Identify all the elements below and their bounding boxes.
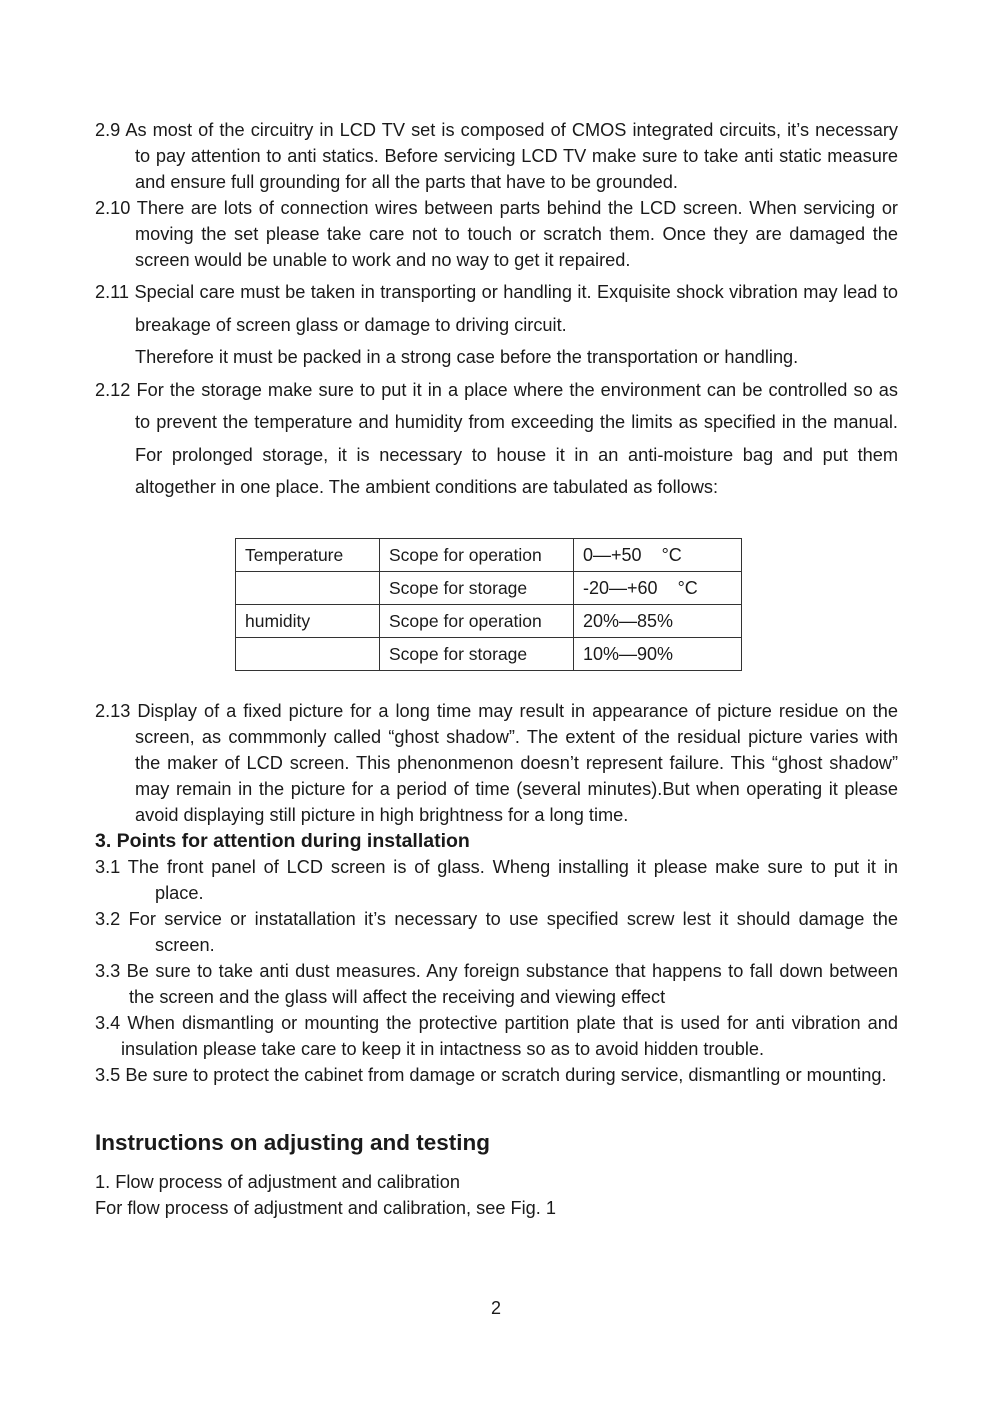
range-value: -20—+60	[583, 577, 658, 598]
table-cell-scope: Scope for operation	[380, 538, 574, 571]
table-cell-parameter	[236, 637, 380, 670]
table-row	[236, 538, 742, 571]
paragraph-3-5: 3.5 Be sure to protect the cabinet from damage or scratch during service, dismantling or mounting.	[95, 1064, 887, 1085]
section-3-heading: 3. Points for attention during installation	[95, 829, 470, 852]
table-cell-parameter	[236, 571, 380, 604]
paragraph-3-2: 3.2 For service or instatallation it’s necessary to use specified screw lest it should damage the screen.	[95, 908, 898, 955]
instructions-line-1: 1. Flow process of adjustment and calibration	[95, 1171, 460, 1192]
page-number: 2	[490, 1298, 501, 1318]
instructions-line-2: For flow process of adjustment and calibration, see Fig. 1	[95, 1197, 556, 1218]
paragraph-3-1: 3.1 The front panel of LCD screen is of glass. Wheng installing it please make sure to put it in place.	[95, 856, 898, 903]
paragraph-2-11-continuation: Therefore it must be packed in a strong case before the transportation or handling.	[135, 347, 799, 367]
paragraph-2-13: 2.13 Display of a fixed picture for a long time may result in appearance of picture residue on the screen, as commmonly called “ghost shadow”. The extent of the residual picture varies with the maker of LCD screen. This phenonmenon doesn’t represent failure. This “ghost shadow” may remain in the picture for a period of time (several minutes).But when operating it please avoid displaying still picture in high brightness for a long time.	[95, 700, 898, 825]
unit-label: °C	[677, 577, 698, 598]
document-page	[95, 117, 898, 1221]
table-row	[236, 604, 742, 637]
paragraph-3-4: 3.4 When dismantling or mounting the protective partition plate that is used for anti vibration and insulation please take care to keep it in intactness so as to avoid hidden trouble.	[95, 1012, 898, 1059]
paragraph-2-11: 2.11 Special care must be taken in transporting or handling it. Exquisite shock vibration may lead to breakage of screen glass or damage to driving circuit.	[95, 282, 898, 335]
table-cell-scope: Scope for storage	[380, 637, 574, 670]
table-cell-range	[574, 637, 742, 670]
table-cell-parameter: Temperature	[236, 538, 380, 571]
table-cell-parameter: humidity	[236, 604, 380, 637]
table-row	[236, 637, 742, 670]
table-cell-range	[574, 538, 742, 571]
paragraph-2-10: 2.10 There are lots of connection wires between parts behind the LCD screen. When servicing or moving the set please take care not to touch or scratch them. Once they are damaged the screen would be unable to work and no way to get it repaired.	[95, 198, 898, 270]
paragraph-3-3: 3.3 Be sure to take anti dust measures. Any foreign substance that happens to fall down between the screen and the glass will affect the receiving and viewing effect	[95, 960, 898, 1007]
table-cell-scope: Scope for operation	[380, 604, 574, 637]
unit-label: °C	[661, 544, 682, 565]
range-value: 20%—85%	[583, 610, 674, 631]
table-cell-range	[574, 604, 742, 637]
table-row	[236, 571, 742, 604]
instructions-heading: Instructions on adjusting and testing	[95, 1129, 491, 1155]
table-cell-range	[574, 571, 742, 604]
range-value: 10%—90%	[583, 643, 674, 664]
ambient-conditions-table	[235, 538, 742, 671]
table-cell-scope: Scope for storage	[380, 571, 574, 604]
paragraph-2-9: 2.9 As most of the circuitry in LCD TV set is composed of CMOS integrated circuits, it’s necessary to pay attention to anti statics. Before servicing LCD TV make sure to take anti static measure and ensure full grounding for all the parts that have to be grounded.	[95, 120, 898, 192]
paragraph-2-11-block	[95, 276, 898, 374]
range-value: 0—+50	[583, 544, 642, 565]
paragraph-2-12: 2.12 For the storage make sure to put it in a place where the environment can be controlled so as to prevent the temperature and humidity from exceeding the limits as specified in the manual. For prolonged storage, it is necessary to house it in an anti-moisture bag and put them altogether in one place. The ambient conditions are tabulated as follows:	[95, 379, 898, 497]
